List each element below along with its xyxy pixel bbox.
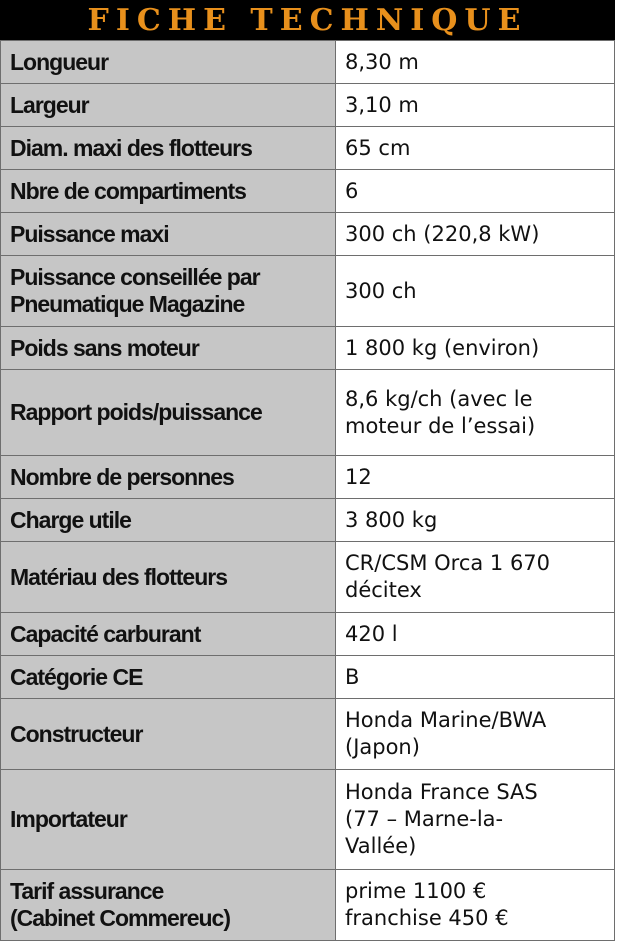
spec-row	[1, 542, 615, 613]
spec-value	[336, 327, 615, 370]
spec-label-line: Matériau des flotteurs	[10, 563, 227, 590]
spec-value	[336, 84, 615, 127]
spec-row	[1, 499, 615, 542]
spec-label	[1, 213, 336, 256]
spec-value	[336, 170, 615, 213]
spec-value-line: moteur de l’essai)	[345, 413, 536, 438]
spec-label	[1, 370, 336, 456]
spec-label-line: Charge utile	[10, 506, 131, 533]
spec-label-line: Tarif assurance	[10, 878, 164, 904]
spec-label-line: Constructeur	[10, 720, 143, 747]
spec-table	[0, 40, 615, 941]
spec-label-line: Diam. maxi des flotteurs	[10, 134, 252, 161]
spec-label-line: Capacité carburant	[10, 620, 201, 647]
spec-row	[1, 327, 615, 370]
spec-value	[336, 699, 615, 770]
spec-label-line: Nbre de compartiments	[10, 177, 246, 204]
spec-label-line: Largeur	[10, 91, 89, 118]
spec-table-body	[1, 41, 615, 941]
spec-value-line: franchise 450 €	[345, 906, 509, 930]
spec-label	[1, 542, 336, 613]
spec-label	[1, 127, 336, 170]
spec-value-line: Honda Marine/BWA	[345, 708, 547, 732]
spec-row	[1, 770, 615, 870]
spec-label	[1, 656, 336, 699]
spec-row	[1, 256, 615, 327]
spec-label	[1, 770, 336, 870]
spec-value-line: 1 800 kg (environ)	[345, 335, 540, 360]
spec-value	[336, 370, 615, 456]
spec-value-line: prime 1100 €	[345, 879, 487, 903]
spec-row	[1, 127, 615, 170]
spec-value-line: 12	[345, 464, 372, 489]
spec-value-line: Honda France SAS	[345, 780, 538, 804]
spec-value-line: Vallée)	[345, 834, 417, 858]
spec-value-line: (Japon)	[345, 735, 420, 759]
spec-label-line: (Cabinet Commereuc)	[10, 905, 230, 931]
spec-value-line: (77 – Marne-la-	[345, 807, 504, 831]
spec-sheet-title: FICHE TECHNIQUE	[0, 0, 615, 40]
spec-value-line: 300 ch	[345, 278, 417, 303]
spec-value-line: 420 l	[345, 621, 398, 646]
spec-value	[336, 613, 615, 656]
spec-label	[1, 327, 336, 370]
spec-label-line: Longueur	[10, 48, 109, 75]
spec-row	[1, 613, 615, 656]
spec-label-line: Importateur	[10, 806, 127, 832]
spec-label-line: Poids sans moteur	[10, 334, 199, 361]
spec-value-line: 65 cm	[345, 135, 411, 160]
spec-row	[1, 370, 615, 456]
spec-label	[1, 84, 336, 127]
spec-label	[1, 870, 336, 941]
spec-row	[1, 213, 615, 256]
spec-value-line: CR/CSM Orca 1 670	[345, 551, 551, 575]
spec-label-line: Catégorie CE	[10, 663, 143, 690]
spec-row	[1, 84, 615, 127]
spec-label-line: Nombre de personnes	[10, 463, 234, 490]
spec-label	[1, 41, 336, 84]
spec-value	[336, 127, 615, 170]
spec-label	[1, 613, 336, 656]
spec-label-line: Puissance conseillée par	[10, 264, 260, 290]
spec-label-line: Rapport poids/puissance	[10, 399, 262, 425]
spec-value	[336, 499, 615, 542]
spec-value-line: 8,30 m	[345, 49, 419, 74]
spec-value-line: 300 ch (220,8 kW)	[345, 221, 540, 246]
spec-row	[1, 656, 615, 699]
spec-label	[1, 170, 336, 213]
spec-value	[336, 213, 615, 256]
spec-value-line: 3,10 m	[345, 92, 419, 117]
spec-value-line: 3 800 kg	[345, 507, 438, 532]
spec-value	[336, 41, 615, 84]
spec-row	[1, 41, 615, 84]
spec-value-line: B	[345, 664, 360, 689]
spec-label	[1, 456, 336, 499]
spec-value	[336, 656, 615, 699]
spec-label	[1, 256, 336, 327]
spec-value	[336, 456, 615, 499]
spec-label	[1, 699, 336, 770]
spec-value	[336, 542, 615, 613]
spec-value-line: 8,6 kg/ch (avec le	[345, 386, 533, 411]
spec-value	[336, 256, 615, 327]
spec-value-line: décitex	[345, 578, 422, 602]
spec-label-line: Pneumatique Magazine	[10, 291, 245, 317]
spec-value	[336, 870, 615, 941]
spec-value-line: 6	[345, 178, 359, 203]
spec-label	[1, 499, 336, 542]
spec-label-line: Puissance maxi	[10, 220, 169, 247]
spec-row	[1, 699, 615, 770]
spec-row	[1, 170, 615, 213]
spec-row	[1, 870, 615, 941]
spec-value	[336, 770, 615, 870]
spec-row	[1, 456, 615, 499]
